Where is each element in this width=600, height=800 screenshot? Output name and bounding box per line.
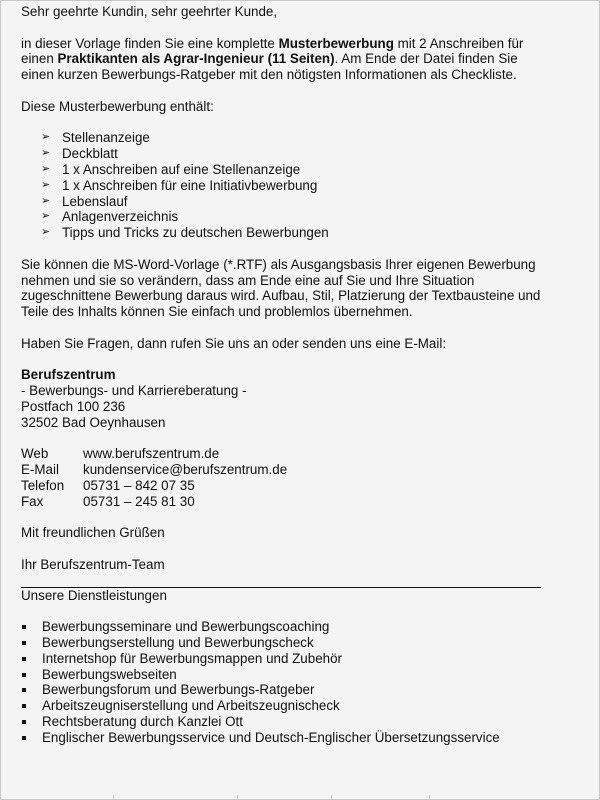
square-bullet-icon — [22, 657, 26, 661]
list-item-text: Bewerbungserstellung und Bewerbungscheck — [42, 635, 314, 651]
contents-heading: Diese Musterbewerbung enthält: — [21, 98, 214, 114]
company-po-box: Postfach 100 236 — [21, 398, 126, 414]
square-bullet-icon — [22, 688, 26, 692]
square-bullet-icon — [22, 720, 26, 724]
list-item — [41, 162, 551, 178]
list-item-text: Englischer Bewerbungsservice und Deutsch-Englischer Übersetzungsservice — [42, 729, 500, 745]
contact-label: Web — [21, 446, 49, 462]
arrow-bullet-icon: ➢ — [41, 147, 51, 160]
intro-paragraph — [21, 36, 551, 83]
intro-text-1: in dieser Vorlage finden Sie eine komplette — [21, 35, 279, 51]
list-item-text: Anlagenverzeichnis — [62, 209, 179, 225]
arrow-bullet-icon: ➢ — [41, 131, 51, 144]
list-item — [41, 146, 551, 162]
tick-mark — [429, 795, 430, 799]
contact-row-web — [21, 446, 551, 462]
questions-paragraph: Haben Sie Fragen, dann rufen Sie uns an oder senden uns eine E-Mail: — [21, 335, 447, 351]
list-item-text: 1 x Anschreiben auf eine Stellenanzeige — [62, 161, 301, 177]
company-address — [21, 367, 551, 430]
spacer — [21, 352, 551, 368]
list-item-text: Internetshop für Bewerbungsmappen und Zubehör — [42, 650, 343, 666]
square-bullet-icon — [22, 673, 26, 677]
arrow-bullet-icon: ➢ — [41, 178, 51, 191]
company-city: 32502 Bad Oeynhausen — [21, 414, 166, 430]
salutation: Sehr geehrte Kundin, sehr geehrter Kunde, — [21, 4, 278, 19]
contact-block — [21, 446, 551, 509]
contact-label: E-Mail — [21, 462, 59, 478]
intro-bold-position: Praktikanten als Agrar-Ingenieur (11 Seiten) — [57, 51, 335, 67]
list-item-text: Stellenanzeige — [62, 130, 150, 146]
list-item — [21, 714, 551, 730]
square-bullet-icon — [22, 736, 26, 740]
list-item — [21, 682, 551, 698]
list-item — [41, 130, 551, 146]
tick-mark — [113, 795, 114, 799]
square-bullet-icon — [22, 641, 26, 645]
square-bullet-icon — [22, 625, 26, 629]
list-item — [41, 194, 551, 210]
contents-list — [21, 130, 551, 241]
spacer — [21, 431, 551, 447]
list-item — [21, 667, 551, 683]
contact-phone-value: 05731 – 842 07 35 — [83, 477, 195, 493]
spacer — [21, 241, 551, 257]
arrow-bullet-icon: ➢ — [41, 226, 51, 239]
company-tagline: - Bewerbungs- und Karriereberatung - — [21, 383, 247, 399]
spacer — [21, 115, 551, 131]
contact-row-email — [21, 462, 551, 478]
intro-bold-musterbewerbung: Musterbewerbung — [278, 35, 394, 51]
list-item — [21, 635, 551, 651]
arrow-bullet-icon: ➢ — [41, 162, 51, 175]
intro-text-3: . Am Ende der Datei finden Sie einen kurzen Bewerbungs-Ratgeber mit den nötigsten Informationen als Checkliste. — [21, 51, 518, 83]
list-item-text: 1 x Anschreiben für eine Initiativbewerbung — [62, 177, 318, 193]
contact-label: Fax — [21, 493, 44, 509]
spacer — [21, 541, 551, 557]
contact-row-fax — [21, 494, 551, 510]
list-item — [41, 209, 551, 225]
spacer — [21, 20, 551, 36]
list-item — [21, 619, 551, 635]
list-item-text: Bewerbungsseminare und Bewerbungscoaching — [42, 619, 330, 635]
list-item — [41, 178, 551, 194]
contact-label: Telefon — [21, 477, 65, 493]
closing: Mit freundlichen Grüßen — [21, 525, 165, 541]
spacer — [21, 320, 551, 336]
services-list — [21, 619, 551, 745]
list-item-text: Tipps und Tricks zu deutschen Bewerbungen — [62, 225, 329, 241]
list-item-text: Rechtsberatung durch Kanzlei Ott — [42, 714, 243, 730]
list-item — [21, 698, 551, 714]
tick-mark — [237, 795, 238, 799]
services-heading: Unsere Dienstleistungen — [21, 587, 167, 603]
document-body — [21, 4, 551, 746]
list-item-text: Bewerbungsforum und Bewerbungs-Ratgeber — [42, 682, 315, 698]
list-item — [21, 730, 551, 746]
list-item-text: Bewerbungswebseiten — [42, 666, 177, 682]
contact-row-phone — [21, 478, 551, 494]
list-item-text: Lebenslauf — [62, 193, 128, 209]
contact-fax-value: 05731 – 245 81 30 — [83, 493, 195, 509]
company-name: Berufszentrum — [21, 367, 116, 383]
arrow-bullet-icon: ➢ — [41, 194, 51, 207]
contact-web-value: www.berufszentrum.de — [83, 446, 220, 462]
list-item — [41, 225, 551, 241]
square-bullet-icon — [22, 704, 26, 708]
arrow-bullet-icon: ➢ — [41, 210, 51, 223]
contact-email-value: kundenservice@berufszentrum.de — [83, 462, 288, 478]
page-bottom-marks — [1, 795, 599, 799]
spacer — [21, 83, 551, 99]
list-item-text: Arbeitszeugniserstellung und Arbeitszeugnischeck — [42, 698, 340, 714]
list-item — [21, 651, 551, 667]
usage-paragraph: Sie können die MS-Word-Vorlage (*.RTF) als Ausgangsbasis Ihrer eigenen Bewerbung nehmen und sie so verändern, dass am Ende eine auf Sie und Ihre Situation zugeschnittene Bewerbung daraus wird. Aufbau, Stil, Platzierung der Textbausteine und Teile des Inhalts können Sie einfach und problemlos übernehmen. — [21, 256, 541, 320]
list-item-text: Deckblatt — [62, 146, 118, 162]
spacer — [21, 510, 551, 526]
tick-mark — [331, 795, 332, 799]
spacer — [21, 603, 551, 619]
signature: Ihr Berufszentrum-Team — [21, 556, 165, 572]
intro-text-2: mit 2 Anschreiben für einen — [21, 35, 524, 67]
